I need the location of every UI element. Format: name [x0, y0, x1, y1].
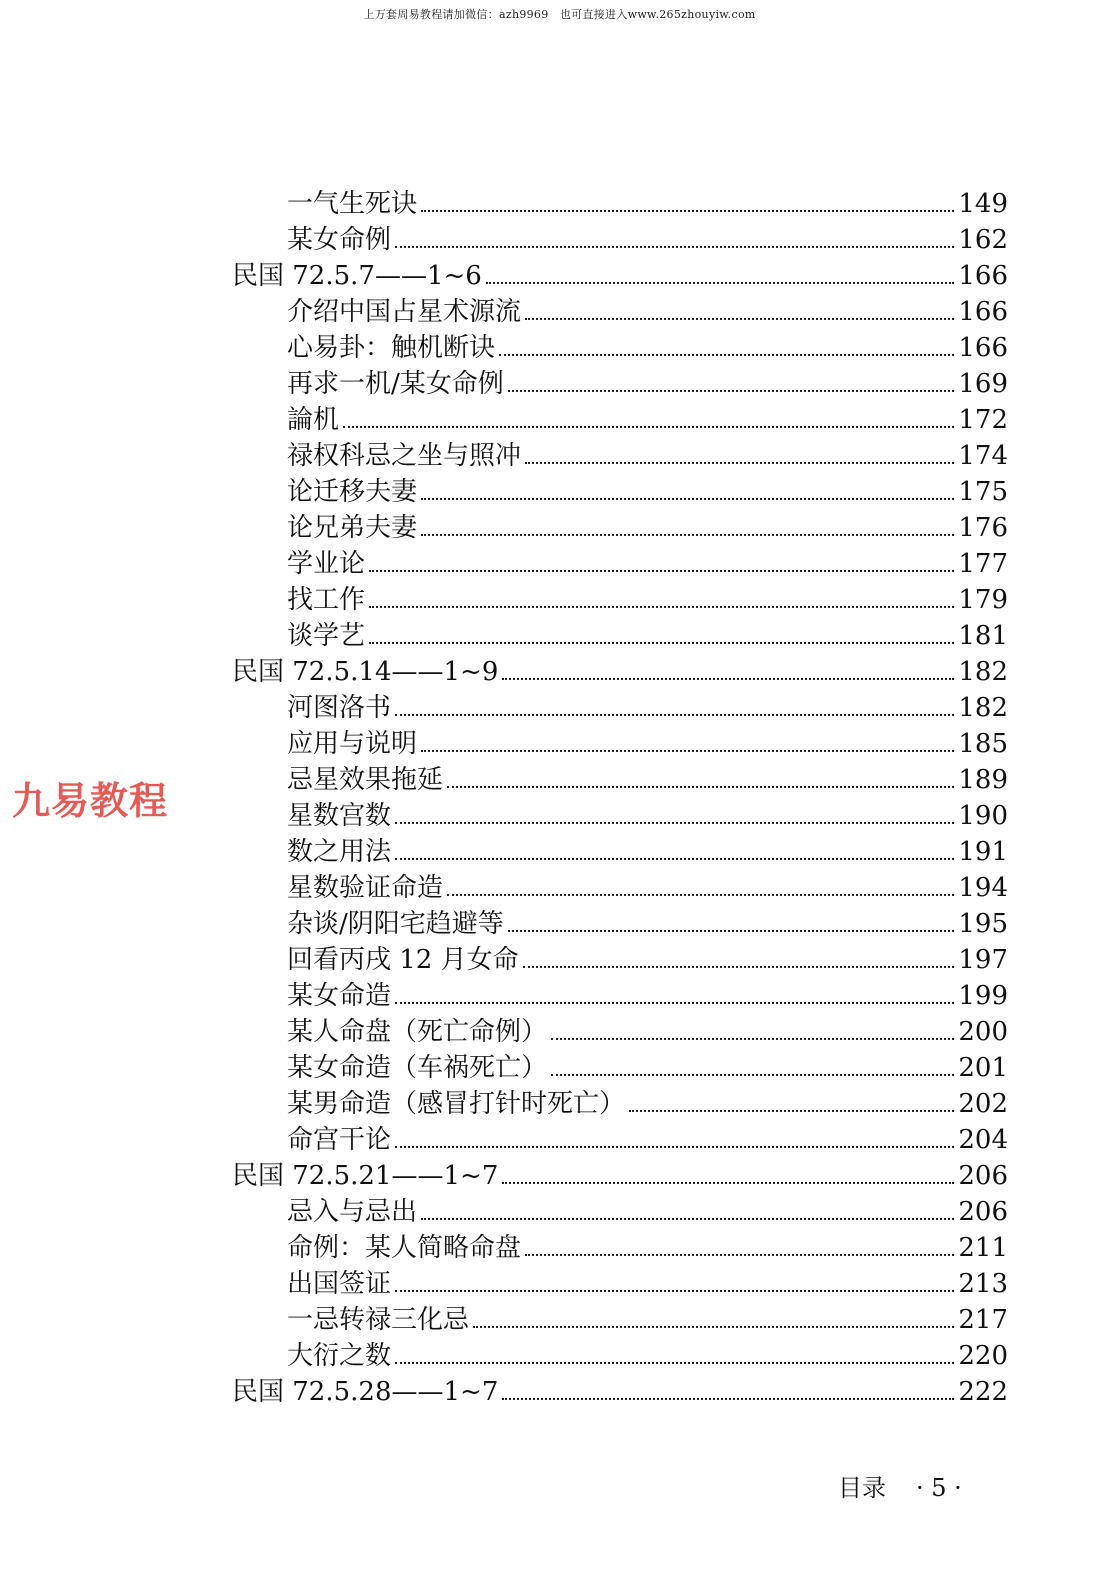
toc-entry[interactable]	[232, 546, 1008, 582]
toc-dot-leader	[502, 678, 954, 680]
toc-entry-page-number: 213	[958, 1269, 1008, 1299]
toc-dot-leader	[369, 642, 954, 644]
toc-entry[interactable]	[232, 1194, 1008, 1230]
toc-entry-title: 某女命造	[287, 981, 392, 1011]
toc-entry-page-number: 166	[958, 333, 1008, 363]
toc-entry-page-number: 149	[958, 189, 1008, 219]
toc-entry-page-number: 182	[958, 693, 1008, 723]
toc-section-entry[interactable]	[232, 1158, 1008, 1194]
toc-entry-title: 某人命盘（死亡命例）	[287, 1017, 548, 1047]
toc-entry-title: 某女命造（车祸死亡）	[287, 1053, 548, 1083]
toc-entry[interactable]	[232, 582, 1008, 618]
toc-entry[interactable]	[232, 510, 1008, 546]
toc-entry-title: 数之用法	[287, 837, 392, 867]
toc-dot-leader	[395, 1362, 954, 1364]
toc-entry-title: 命宫干论	[287, 1125, 392, 1155]
toc-entry-title: 民国 72.5.14——1~9	[232, 657, 499, 687]
toc-entry-page-number: 176	[958, 513, 1008, 543]
toc-dot-leader	[499, 354, 954, 356]
toc-entry-title: 民国 72.5.28——1~7	[232, 1377, 499, 1407]
toc-dot-leader	[395, 1146, 954, 1148]
toc-entry[interactable]	[232, 870, 1008, 906]
footer-page-number: · 5 ·	[916, 1474, 962, 1502]
toc-entry-title: 出国签证	[287, 1269, 392, 1299]
toc-entry-page-number: 166	[958, 261, 1008, 291]
toc-entry-title: 谈学艺	[287, 621, 366, 651]
toc-entry[interactable]	[232, 798, 1008, 834]
toc-dot-leader	[523, 966, 955, 968]
toc-entry[interactable]	[232, 366, 1008, 402]
toc-entry[interactable]	[232, 762, 1008, 798]
toc-dot-leader	[421, 210, 954, 212]
toc-section-entry[interactable]	[232, 1374, 1008, 1410]
toc-entry-page-number: 181	[958, 621, 1008, 651]
toc-entry-page-number: 217	[958, 1305, 1008, 1335]
toc-entry[interactable]	[232, 1230, 1008, 1266]
toc-dot-leader	[629, 1110, 954, 1112]
page-footer	[838, 1468, 962, 1503]
toc-entry-page-number: 162	[958, 225, 1008, 255]
toc-entry-title: 杂谈/阴阳宅趋避等	[287, 909, 504, 939]
toc-dot-leader	[343, 426, 954, 428]
toc-dot-leader	[525, 462, 954, 464]
toc-entry-title: 一气生死诀	[287, 189, 418, 219]
toc-entry-page-number: 189	[958, 765, 1008, 795]
toc-entry[interactable]	[232, 222, 1008, 258]
toc-entry[interactable]	[232, 690, 1008, 726]
toc-entry-title: 忌星效果拖延	[287, 765, 444, 795]
toc-dot-leader	[395, 1002, 954, 1004]
toc-entry-page-number: 211	[958, 1233, 1008, 1263]
table-of-contents	[232, 186, 1008, 1410]
toc-entry-page-number: 174	[958, 441, 1008, 471]
toc-entry[interactable]	[232, 438, 1008, 474]
toc-entry-title: 命例：某人简略命盘	[287, 1233, 522, 1263]
toc-dot-leader	[551, 1074, 954, 1076]
toc-entry-page-number: 179	[958, 585, 1008, 615]
toc-entry[interactable]	[232, 1122, 1008, 1158]
toc-entry[interactable]	[232, 186, 1008, 222]
toc-dot-leader	[395, 858, 954, 860]
toc-entry[interactable]	[232, 1086, 1008, 1122]
toc-section-entry[interactable]	[232, 654, 1008, 690]
toc-entry-page-number: 182	[958, 657, 1008, 687]
footer-section-label: 目录	[838, 1474, 886, 1502]
toc-dot-leader	[369, 570, 954, 572]
toc-entry-title: 河图洛书	[287, 693, 392, 723]
toc-entry[interactable]	[232, 330, 1008, 366]
toc-entry[interactable]	[232, 726, 1008, 762]
toc-dot-leader	[395, 822, 954, 824]
toc-entry-title: 找工作	[287, 585, 366, 615]
toc-entry-title: 介绍中国占星术源流	[287, 297, 522, 327]
toc-entry-page-number: 194	[958, 873, 1008, 903]
toc-entry-page-number: 197	[958, 945, 1008, 975]
toc-entry[interactable]	[232, 402, 1008, 438]
toc-section-entry[interactable]	[232, 258, 1008, 294]
toc-dot-leader	[508, 930, 955, 932]
toc-dot-leader	[447, 786, 954, 788]
toc-entry[interactable]	[232, 1014, 1008, 1050]
toc-entry[interactable]	[232, 834, 1008, 870]
toc-entry[interactable]	[232, 1338, 1008, 1374]
toc-entry-page-number: 169	[958, 369, 1008, 399]
toc-entry-title: 民国 72.5.21——1~7	[232, 1161, 499, 1191]
toc-entry-page-number: 195	[958, 909, 1008, 939]
toc-entry-title: 禄权科忌之坐与照冲	[287, 441, 522, 471]
toc-dot-leader	[421, 750, 954, 752]
toc-entry-title: 論机	[287, 405, 340, 435]
toc-dot-leader	[369, 606, 954, 608]
toc-entry[interactable]	[232, 978, 1008, 1014]
toc-dot-leader	[447, 894, 954, 896]
toc-entry[interactable]	[232, 1302, 1008, 1338]
toc-entry-page-number: 172	[958, 405, 1008, 435]
toc-dot-leader	[421, 1218, 954, 1220]
toc-dot-leader	[421, 534, 954, 536]
toc-entry-title: 大衍之数	[287, 1341, 392, 1371]
toc-entry-page-number: 177	[958, 549, 1008, 579]
toc-entry-page-number: 166	[958, 297, 1008, 327]
toc-entry-title: 某女命例	[287, 225, 392, 255]
toc-dot-leader	[508, 390, 955, 392]
watermark-logo: 九易教程	[12, 779, 169, 823]
toc-entry-page-number: 222	[958, 1377, 1008, 1407]
toc-entry[interactable]	[232, 1266, 1008, 1302]
toc-dot-leader	[551, 1038, 954, 1040]
toc-entry-title: 学业论	[287, 549, 366, 579]
header-note: 上万套周易教程请加微信：azh9969 也可直接进入www.265zhouyiw.com	[363, 8, 756, 21]
toc-entry-page-number: 185	[958, 729, 1008, 759]
toc-dot-leader	[473, 1326, 954, 1328]
toc-entry[interactable]	[232, 294, 1008, 330]
toc-entry-page-number: 220	[958, 1341, 1008, 1371]
toc-entry-title: 某男命造（感冒打针时死亡）	[287, 1089, 626, 1119]
toc-entry-page-number: 190	[958, 801, 1008, 831]
toc-entry-page-number: 201	[958, 1053, 1008, 1083]
toc-entry-title: 论兄弟夫妻	[287, 513, 418, 543]
toc-entry-page-number: 199	[958, 981, 1008, 1011]
toc-entry-page-number: 206	[958, 1161, 1008, 1191]
toc-entry-title: 回看丙戌 12 月女命	[287, 945, 519, 975]
toc-entry[interactable]	[232, 906, 1008, 942]
toc-dot-leader	[486, 282, 955, 284]
toc-entry[interactable]	[232, 474, 1008, 510]
toc-entry-title: 星数宫数	[287, 801, 392, 831]
toc-dot-leader	[525, 318, 954, 320]
toc-entry-page-number: 204	[958, 1125, 1008, 1155]
toc-entry-title: 星数验证命造	[287, 873, 444, 903]
toc-entry-title: 论迁移夫妻	[287, 477, 418, 507]
toc-entry-title: 一忌转禄三化忌	[287, 1305, 470, 1335]
toc-dot-leader	[525, 1254, 954, 1256]
toc-dot-leader	[502, 1182, 954, 1184]
toc-dot-leader	[395, 1290, 954, 1292]
toc-entry[interactable]	[232, 942, 1008, 978]
toc-entry-page-number: 206	[958, 1197, 1008, 1227]
toc-entry[interactable]	[232, 618, 1008, 654]
toc-dot-leader	[395, 246, 954, 248]
toc-entry-title: 应用与说明	[287, 729, 418, 759]
toc-entry[interactable]	[232, 1050, 1008, 1086]
toc-entry-title: 忌入与忌出	[287, 1197, 418, 1227]
toc-dot-leader	[502, 1398, 954, 1400]
toc-entry-title: 民国 72.5.7——1~6	[232, 261, 482, 291]
toc-dot-leader	[421, 498, 954, 500]
toc-dot-leader	[395, 714, 954, 716]
toc-entry-page-number: 200	[958, 1017, 1008, 1047]
toc-entry-page-number: 202	[958, 1089, 1008, 1119]
toc-entry-title: 再求一机/某女命例	[287, 369, 504, 399]
toc-entry-page-number: 191	[958, 837, 1008, 867]
toc-entry-page-number: 175	[958, 477, 1008, 507]
toc-entry-title: 心易卦：触机断诀	[287, 333, 496, 363]
